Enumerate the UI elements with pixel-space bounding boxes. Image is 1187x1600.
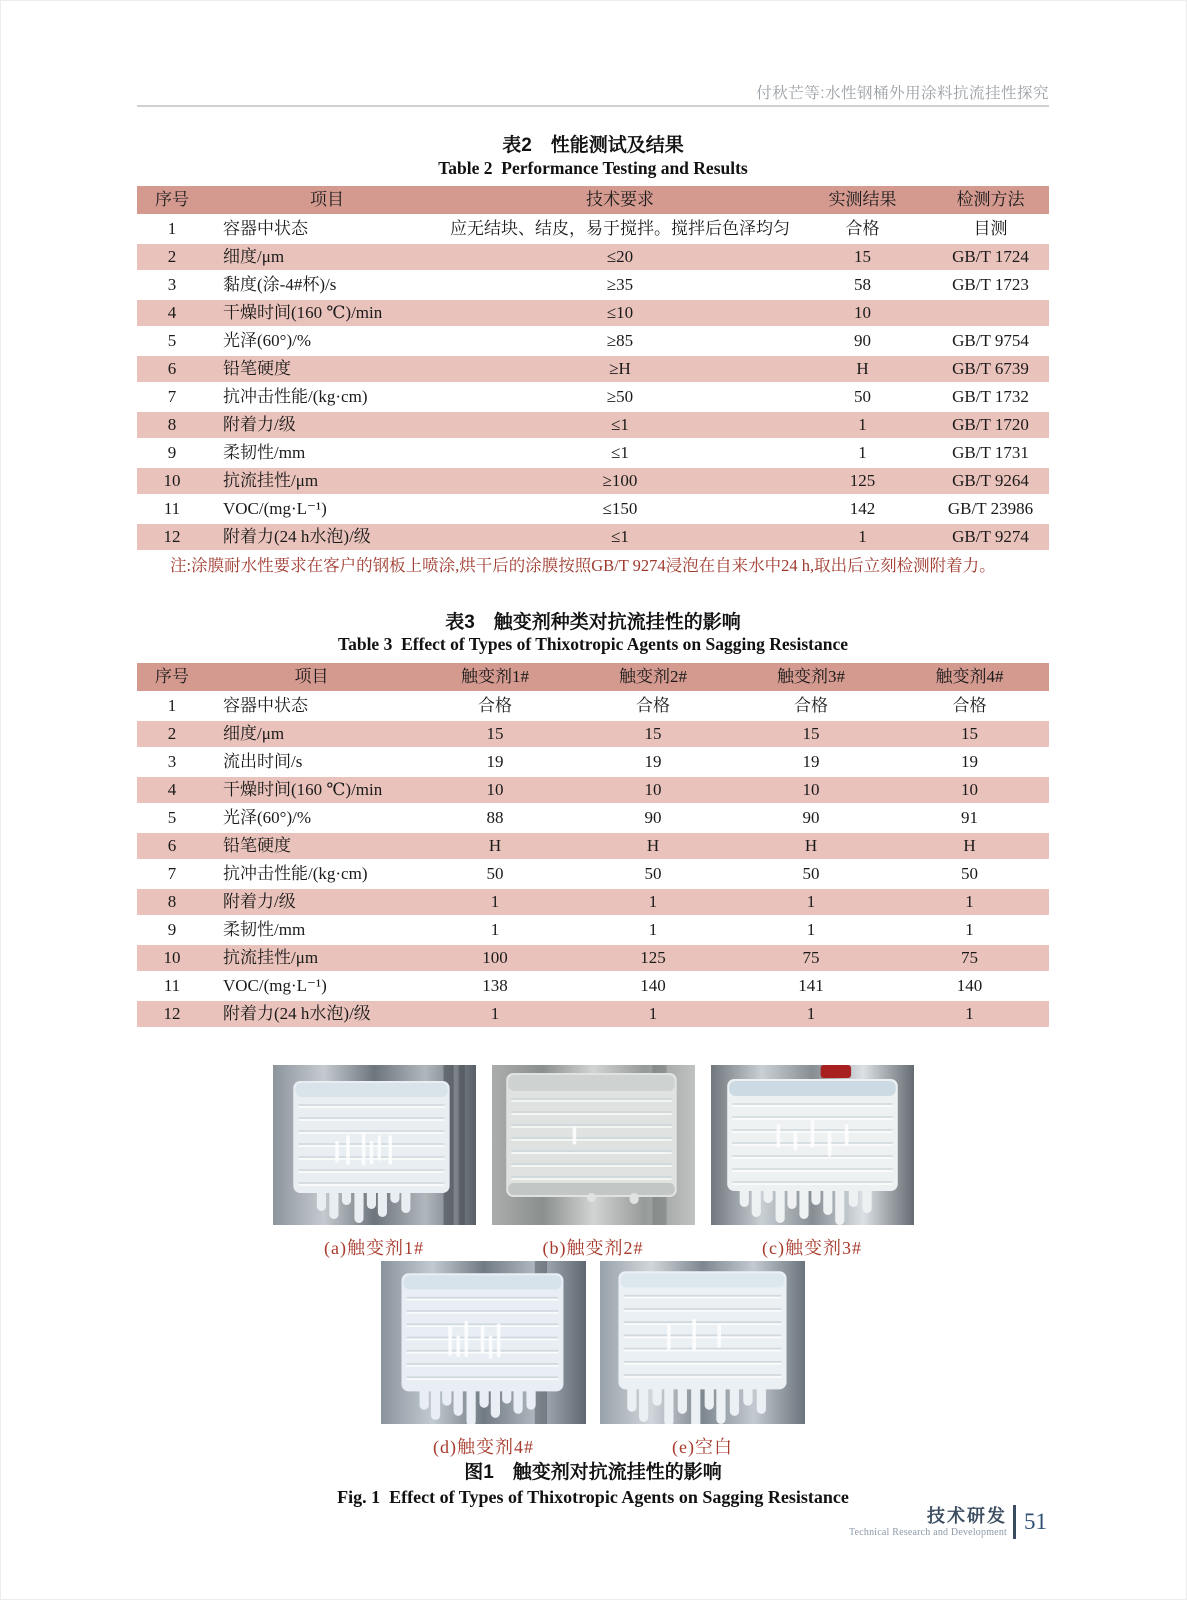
table-cell: 142 xyxy=(793,495,932,523)
table-cell: 100 xyxy=(416,944,574,972)
table-row xyxy=(137,383,1049,411)
table-cell: 50 xyxy=(416,860,574,888)
figure-panel-b xyxy=(492,1065,695,1260)
table-cell: 7 xyxy=(137,383,207,411)
table-cell: 合格 xyxy=(416,692,574,720)
table-cell: 3 xyxy=(137,748,207,776)
table-cell: 7 xyxy=(137,860,207,888)
table2-header-row xyxy=(137,186,1049,215)
column-header: 序号 xyxy=(155,189,189,209)
table-cell: 50 xyxy=(890,860,1049,888)
table-cell: 1 xyxy=(890,1000,1049,1027)
table-cell: H xyxy=(793,355,932,383)
table2-title-cn: 表2 性能测试及结果 xyxy=(502,135,684,156)
table-cell: 合格 xyxy=(574,692,732,720)
table-cell: 干燥时间(160 ℃)/min xyxy=(207,776,416,804)
table-cell: H xyxy=(416,832,574,860)
table-cell: GB/T 23986 xyxy=(932,495,1049,523)
column-header: 实测结果 xyxy=(828,189,897,209)
table3-title-cn: 表3 触变剂种类对抗流挂性的影响 xyxy=(445,612,741,633)
table-cell: 2 xyxy=(137,243,207,271)
table-cell: ≥100 xyxy=(447,467,793,495)
table-cell: 抗流挂性/μm xyxy=(207,467,447,495)
table2-title-en: Table 2 Performance Testing and Results xyxy=(438,158,748,178)
table3-title-en: Table 3 Effect of Types of Thixotropic Agents on Sagging Resistance xyxy=(338,634,848,654)
table-cell: 抗冲击性能/(kg·cm) xyxy=(207,860,416,888)
table-cell: 9 xyxy=(137,439,207,467)
table-cell: 15 xyxy=(574,720,732,748)
table-cell: GB/T 1732 xyxy=(932,383,1049,411)
table-cell: 1 xyxy=(416,916,574,944)
figure-row-2 xyxy=(137,1261,1049,1459)
table-cell: 12 xyxy=(137,1000,207,1027)
table-cell: 1 xyxy=(137,692,207,720)
table-cell: VOC/(mg·L⁻¹) xyxy=(207,495,447,523)
table-row xyxy=(137,916,1049,944)
table-cell: ≤10 xyxy=(447,299,793,327)
table-cell: 3 xyxy=(137,271,207,299)
column-header: 项目 xyxy=(310,189,344,209)
table-cell: 15 xyxy=(732,720,890,748)
table-cell: 铅笔硬度 xyxy=(207,832,416,860)
table-cell: 125 xyxy=(793,467,932,495)
table-cell: 75 xyxy=(732,944,890,972)
table-cell: 1 xyxy=(793,523,932,550)
photo-caption-d: (d)触变剂4# xyxy=(433,1437,534,1457)
page-number: 51 xyxy=(1024,1509,1047,1534)
table-cell: 50 xyxy=(793,383,932,411)
table-cell xyxy=(932,299,1049,327)
table-cell: 合格 xyxy=(793,215,932,243)
table-cell: 2 xyxy=(137,720,207,748)
column-header: 触变剂2# xyxy=(619,666,687,686)
table-cell: 柔韧性/mm xyxy=(207,439,447,467)
footer-label-cn: 技术研发 xyxy=(927,1505,1007,1526)
table3 xyxy=(137,663,1049,1027)
table-cell: ≥H xyxy=(447,355,793,383)
table-cell: GB/T 9264 xyxy=(932,467,1049,495)
table-cell: 88 xyxy=(416,804,574,832)
photo-caption-c: (c)触变剂3# xyxy=(762,1238,862,1258)
table-row xyxy=(137,860,1049,888)
footer-divider xyxy=(1013,1505,1016,1539)
table-cell: GB/T 1723 xyxy=(932,271,1049,299)
table-cell: 19 xyxy=(732,748,890,776)
table-cell: 1 xyxy=(890,916,1049,944)
table-cell: 1 xyxy=(732,1000,890,1027)
table-cell: 58 xyxy=(793,271,932,299)
column-header: 技术要求 xyxy=(586,189,654,209)
table-cell: 90 xyxy=(732,804,890,832)
table-cell: 附着力/级 xyxy=(207,888,416,916)
panel-photo-thixotropic-2 xyxy=(492,1065,695,1225)
table-cell: 140 xyxy=(890,972,1049,1000)
table-cell: VOC/(mg·L⁻¹) xyxy=(207,972,416,1000)
table-row xyxy=(137,888,1049,916)
table-row xyxy=(137,972,1049,1000)
table-cell: 141 xyxy=(732,972,890,1000)
table-cell: 50 xyxy=(732,860,890,888)
table-cell: 6 xyxy=(137,355,207,383)
table-cell: 1 xyxy=(890,888,1049,916)
table-cell: 4 xyxy=(137,299,207,327)
figure-title-en: Fig. 1 Effect of Types of Thixotropic Agents on Sagging Resistance xyxy=(337,1487,849,1507)
page-footer xyxy=(849,1505,1047,1539)
table-row xyxy=(137,411,1049,439)
table-row xyxy=(137,720,1049,748)
table-cell: H xyxy=(732,832,890,860)
table-cell: 75 xyxy=(890,944,1049,972)
table-row xyxy=(137,944,1049,972)
table-cell: 1 xyxy=(137,215,207,243)
table-row xyxy=(137,467,1049,495)
table-row xyxy=(137,299,1049,327)
table-cell: 125 xyxy=(574,944,732,972)
table-cell: 1 xyxy=(574,1000,732,1027)
table-row xyxy=(137,215,1049,243)
table-row xyxy=(137,523,1049,550)
table-cell: ≤150 xyxy=(447,495,793,523)
table-cell: GB/T 9274 xyxy=(932,523,1049,550)
table-cell: 11 xyxy=(137,972,207,1000)
table-cell: 10 xyxy=(416,776,574,804)
table-cell: 4 xyxy=(137,776,207,804)
column-header: 项目 xyxy=(294,666,329,686)
table-cell: 10 xyxy=(137,944,207,972)
table-cell: 抗流挂性/μm xyxy=(207,944,416,972)
photo-caption-a: (a)触变剂1# xyxy=(324,1238,424,1258)
column-header: 检测方法 xyxy=(956,189,1025,209)
table-cell: 10 xyxy=(793,299,932,327)
table-row xyxy=(137,439,1049,467)
table-cell: 5 xyxy=(137,327,207,355)
table-cell: 138 xyxy=(416,972,574,1000)
table-cell: 细度/μm xyxy=(207,243,447,271)
table-cell: 铅笔硬度 xyxy=(207,355,447,383)
table-cell: 目测 xyxy=(932,215,1049,243)
table-cell: 流出时间/s xyxy=(207,748,416,776)
table-cell: GB/T 1724 xyxy=(932,243,1049,271)
table-cell: 12 xyxy=(137,523,207,550)
table-cell: H xyxy=(890,832,1049,860)
table-cell: 15 xyxy=(890,720,1049,748)
running-head: 付秋芒等:水性钢桶外用涂料抗流挂性探究 xyxy=(756,85,1049,102)
table-cell: 附着力(24 h水泡)/级 xyxy=(207,1000,416,1027)
table-cell: GB/T 6739 xyxy=(932,355,1049,383)
figure-panel-a xyxy=(273,1065,476,1260)
table-cell: 19 xyxy=(574,748,732,776)
table-cell: 光泽(60°)/% xyxy=(207,327,447,355)
table-row xyxy=(137,692,1049,720)
table-row xyxy=(137,327,1049,355)
table-cell: 1 xyxy=(732,916,890,944)
table-cell: 5 xyxy=(137,804,207,832)
table-cell: 10 xyxy=(137,467,207,495)
table-cell: ≥50 xyxy=(447,383,793,411)
figure-panel-c xyxy=(711,1065,914,1260)
table-cell: 1 xyxy=(574,916,732,944)
table-cell: 19 xyxy=(890,748,1049,776)
table-cell: 50 xyxy=(574,860,732,888)
table2 xyxy=(137,186,1049,550)
table-cell: 黏度(涂-4#杯)/s xyxy=(207,271,447,299)
table-row xyxy=(137,1000,1049,1027)
table-cell: 1 xyxy=(793,411,932,439)
table-cell: 1 xyxy=(574,888,732,916)
table-cell: ≤1 xyxy=(447,411,793,439)
photo-caption-e: (e)空白 xyxy=(672,1437,733,1457)
figure-title-cn: 图1 触变剂对抗流挂性的影响 xyxy=(464,1462,722,1483)
table-cell: H xyxy=(574,832,732,860)
footer-label-en: Technical Research and Development xyxy=(849,1526,1007,1538)
table-cell: ≥35 xyxy=(447,271,793,299)
table-row xyxy=(137,776,1049,804)
panel-photo-thixotropic-4 xyxy=(381,1261,586,1424)
table-cell: GB/T 1720 xyxy=(932,411,1049,439)
table-row xyxy=(137,271,1049,299)
table-cell: 1 xyxy=(732,888,890,916)
table-cell: 90 xyxy=(574,804,732,832)
table-row xyxy=(137,495,1049,523)
figure-panel-d xyxy=(381,1261,586,1459)
table-cell: 光泽(60°)/% xyxy=(207,804,416,832)
table-cell: 抗冲击性能/(kg·cm) xyxy=(207,383,447,411)
table-cell: 合格 xyxy=(890,692,1049,720)
table-cell: 140 xyxy=(574,972,732,1000)
table-cell: ≥85 xyxy=(447,327,793,355)
table-cell: 应无结块、结皮，易于搅拌。搅拌后色泽均匀 xyxy=(447,215,793,243)
figure-row-1 xyxy=(137,1065,1049,1260)
column-header: 序号 xyxy=(155,666,189,686)
table-cell: 1 xyxy=(793,439,932,467)
table-cell: 8 xyxy=(137,411,207,439)
table-cell: 19 xyxy=(416,748,574,776)
table-cell: 容器中状态 xyxy=(207,692,416,720)
table-cell: 10 xyxy=(890,776,1049,804)
table-cell: 90 xyxy=(793,327,932,355)
table-row xyxy=(137,804,1049,832)
table-cell: 9 xyxy=(137,916,207,944)
photo-caption-b: (b)触变剂2# xyxy=(542,1238,644,1258)
table-row xyxy=(137,748,1049,776)
figure-panel-e xyxy=(600,1261,805,1459)
column-header: 触变剂3# xyxy=(777,666,845,686)
table-cell: GB/T 1731 xyxy=(932,439,1049,467)
table-cell: 干燥时间(160 ℃)/min xyxy=(207,299,447,327)
table-cell: 1 xyxy=(416,888,574,916)
table-cell: 柔韧性/mm xyxy=(207,916,416,944)
table-cell: ≤1 xyxy=(447,523,793,550)
table-cell: 1 xyxy=(416,1000,574,1027)
table-cell: ≤1 xyxy=(447,439,793,467)
table-cell: 11 xyxy=(137,495,207,523)
panel-photo-thixotropic-1 xyxy=(273,1065,476,1225)
table-row xyxy=(137,355,1049,383)
table-cell: 合格 xyxy=(732,692,890,720)
table3-header-row xyxy=(137,663,1049,692)
table-cell: 91 xyxy=(890,804,1049,832)
panel-photo-thixotropic-3 xyxy=(711,1065,914,1225)
panel-photo-blank xyxy=(600,1261,805,1424)
table-cell: 8 xyxy=(137,888,207,916)
header-rule xyxy=(137,105,1049,107)
table-cell: 10 xyxy=(574,776,732,804)
table-cell: 细度/μm xyxy=(207,720,416,748)
table-row xyxy=(137,832,1049,860)
table-cell: 15 xyxy=(416,720,574,748)
table-cell: 6 xyxy=(137,832,207,860)
table-row xyxy=(137,243,1049,271)
table-cell: GB/T 9754 xyxy=(932,327,1049,355)
table-cell: 10 xyxy=(732,776,890,804)
table-cell: ≤20 xyxy=(447,243,793,271)
footer-section-label xyxy=(849,1506,1007,1539)
table-cell: 容器中状态 xyxy=(207,215,447,243)
table-cell: 附着力/级 xyxy=(207,411,447,439)
table-cell: 15 xyxy=(793,243,932,271)
table-cell: 附着力(24 h水泡)/级 xyxy=(207,523,447,550)
column-header: 触变剂1# xyxy=(461,666,529,686)
column-header: 触变剂4# xyxy=(935,666,1004,686)
table2-note: 注:涂膜耐水性要求在客户的钢板上喷涂,烘干后的涂膜按照GB/T 9274浸泡在自来水中24 h,取出后立刻检测附着力。 xyxy=(170,556,996,575)
